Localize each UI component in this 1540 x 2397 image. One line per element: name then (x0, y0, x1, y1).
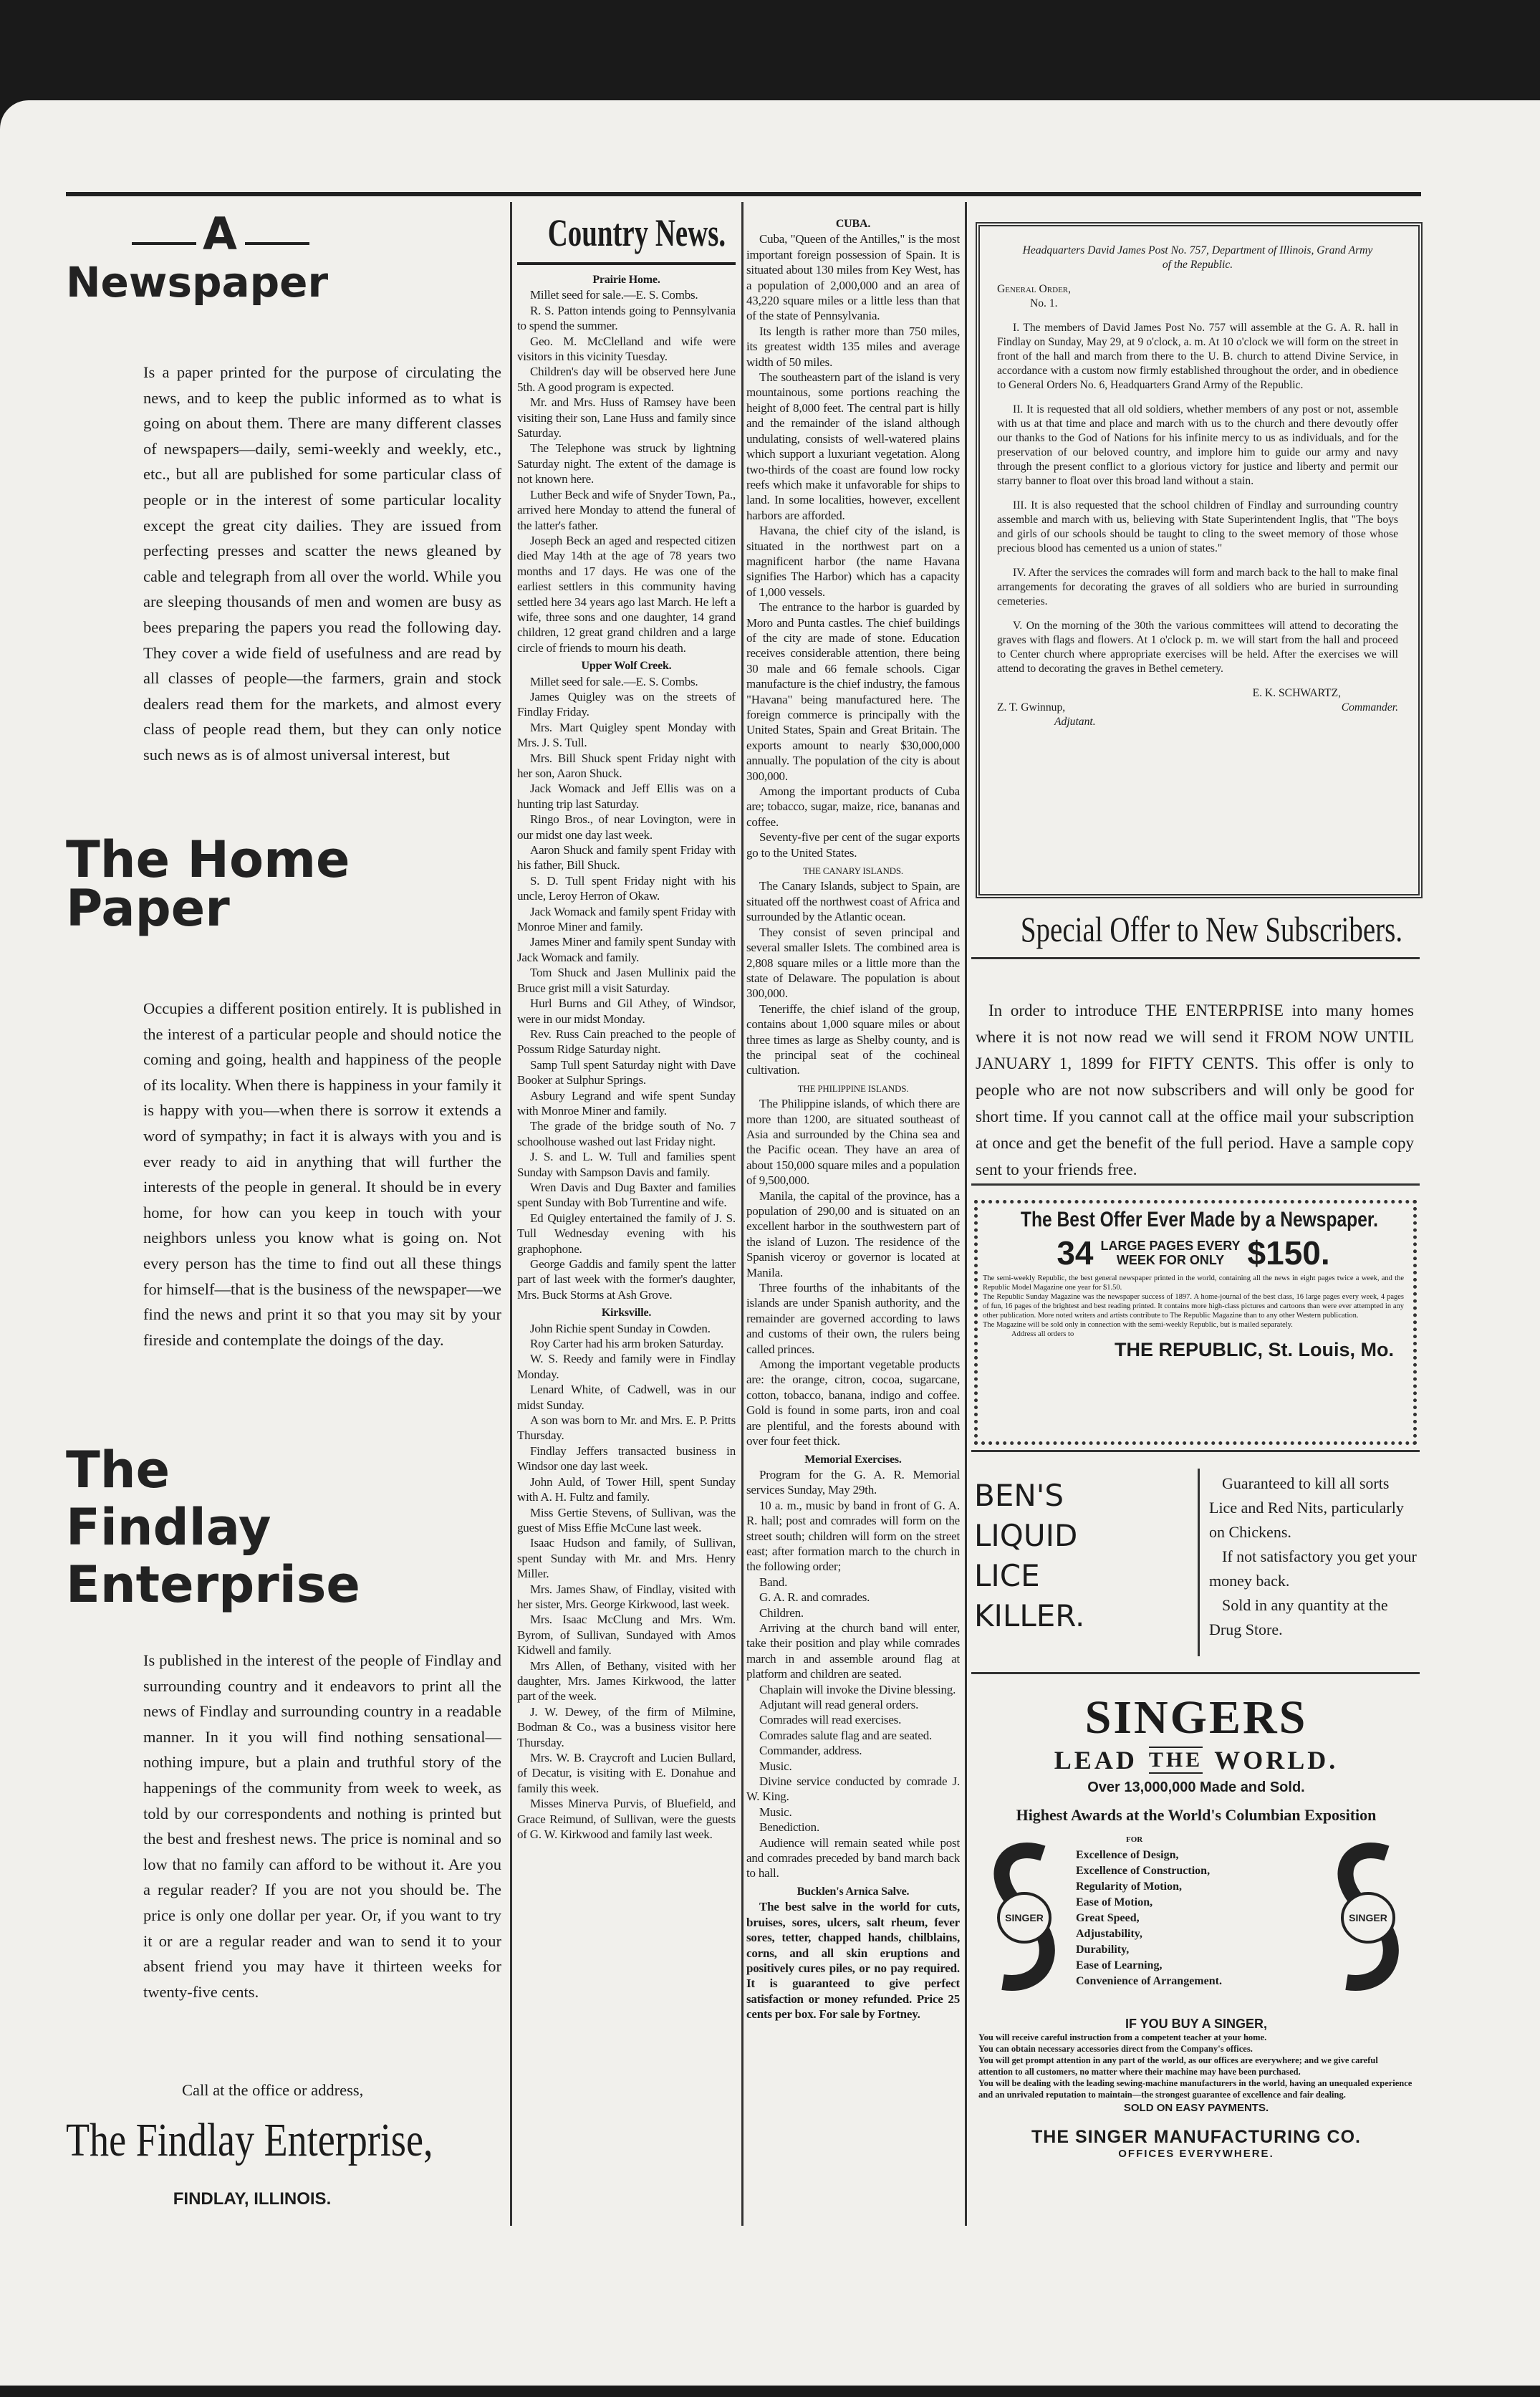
singer-logo-right-icon (1329, 1839, 1407, 1997)
republic-mid (1101, 1239, 1241, 1267)
news-item: Samp Tull spent Saturday night with Dave Booker at Sulphur Springs. (517, 1057, 736, 1087)
lice-text-paragraph: Sold in any quantity at the Drug Store. (1209, 1596, 1388, 1638)
article-paragraph: Teneriffe, the chief island of the group, contains about 1,000 square miles or about three times as large as Shelby county, and is the principal seat of the cochineal cultivation. (746, 1001, 960, 1077)
news-item: George Gaddis and family spent the latter part of last week with the former's daughter, Mrs. Buck Storms at Ash Grove. (517, 1257, 736, 1302)
news-item: J. W. Dewey, of the firm of Milmine, Bodman & Co., was a business visitor here Thursday. (517, 1704, 736, 1749)
lice-rule-bottom (971, 1672, 1420, 1674)
singer-sold: Over 13,000,000 Made and Sold. (1087, 1779, 1305, 1795)
section-kirksville: Kirksville. (601, 1307, 652, 1320)
column-3-body (746, 216, 960, 2022)
singer-if: IF YOU BUY A SINGER, (1125, 2017, 1268, 2031)
republic-small-2: The Republic Sunday Magazine was the newspaper success of 1897. A home-journal of the best class, 16 large pages every week, 4 pages of fun, 16 pages of the brightest and best reading printed. It contains more high-class pictures and cartoons than were ever attempted in any other publication. More noted writers and artists contribute to The Republic Magazine than to any other Western publication. (983, 1293, 1404, 1320)
singer-offices: OFFICES EVERYWHERE. (1118, 2148, 1274, 2160)
singer-list-item: Ease of Learning, (1076, 1959, 1163, 1971)
section-salve: Bucklen's Arnica Salve. (797, 1885, 910, 1898)
program-line: Benediction. (759, 1820, 819, 1835)
news-item: Ringo Bros., of near Lovington, were in our midst one day last week. (517, 812, 736, 842)
masthead: The Findlay Enterprise, (66, 2114, 433, 2166)
news-item: Ed Quigley entertained the family of J. S. Tull Wednesday evening with his graphophone. (517, 1211, 736, 1256)
section-canary: THE CANARY ISLANDS. (803, 865, 903, 877)
bens-liquid-lice-killer (974, 1476, 1196, 1636)
news-item: John Richie spent Sunday in Cowden. (530, 1321, 711, 1335)
news-item: S. D. Tull spent Friday night with his uncle, Leroy Herron of Okaw. (517, 873, 736, 903)
news-item: Millet seed for sale.—E. S. Combs. (530, 674, 698, 688)
article-paragraph: The Philippine islands, of which there are more than 1200, are situated southeast of Asia and surrounded by the China sea and the Pacific ocean. They have an area of about 150,000 square miles and a population of 9,500,000. (746, 1097, 960, 1188)
news-item: Tom Shuck and Jasen Mullinix paid the Bruce grist mill a visit Saturday. (517, 966, 736, 995)
news-item: Roy Carter had his arm broken Saturday. (530, 1337, 724, 1351)
republic-address-label: Address all orders to (1011, 1330, 1074, 1338)
singer-line: You will receive careful instruction from a competent teacher at your home. (978, 2032, 1267, 2042)
svg-text:SINGER: SINGER (1005, 1912, 1044, 1923)
article-paragraph: The Canary Islands, subject to Spain, are situated off the northwest coast of Africa and surrounded by the Atlantic ocean. (746, 879, 960, 924)
country-news-body (517, 272, 736, 1842)
program-line: 10 a. m., music by band in front of G. A. R. hall; post and comrades will form on the street south; children will form on the street east; after formation march to the church in the following order; (746, 1498, 960, 1574)
republic-ad (983, 1208, 1404, 1437)
program-line: Program for the G. A. R. Memorial services Sunday, May 29th. (746, 1467, 960, 1497)
news-item: John Auld, of Tower Hill, spent Sunday with A. H. Fultz and family. (517, 1474, 736, 1504)
article-paragraph: They consist of seven principal and several smaller Islets. The combined area is 2,808 square miles or a little more than the state of Delaware. The population is about 300,000. (746, 925, 960, 1001)
canary-items (746, 878, 960, 1077)
heading-a: A (203, 208, 237, 260)
news-item: Rev. Russ Cain preached to the people of Possum Ridge Saturday night. (517, 1027, 736, 1057)
singer-list (1076, 1832, 1319, 1989)
singer-list-item: Great Speed, (1076, 1912, 1140, 1924)
commander-title: Commander. (1341, 701, 1398, 714)
program-line: Comrades salute flag and are seated. (759, 1728, 933, 1742)
program-line: Comrades will read exercises. (759, 1713, 902, 1727)
column-divider-3 (965, 202, 967, 2226)
news-item: Mrs. W. B. Craycroft and Lucien Bullard, of Decatur, is visiting with E. Donahue and family this week. (517, 1751, 736, 1795)
call-line: Call at the office or address, (182, 2081, 364, 2099)
news-item: James Miner and family spent Sunday with Jack Womack and family. (517, 935, 736, 964)
republic-small-1: The semi-weekly Republic, the best general newspaper printed in the world, containing all the news in eight pages twice a week, and the Republic Model Magazine one year for $1.50. (983, 1274, 1404, 1292)
article-paragraph: Three fourths of the inhabitants of the islands are under Spanish authority, and the remainder are governed according to laws and customs of their own, the rulers being called princes. (746, 1281, 960, 1356)
news-item: James Quigley was on the streets of Findlay Friday. (517, 689, 736, 719)
news-item: Mrs. Mart Quigley spent Monday with Mrs. J. S. Tull. (517, 720, 736, 750)
order-paragraph: II. It is requested that all old soldiers, whether members of any post or not, assemble with us at that time and place and march with us to the church and there devoutly offer our thanks to the God of Nations for his infinite mercy to us as individuals, and for the preservation of our beloved country, and implore him to guide our army and navy through the present conflict to a glorious victory for justice and liberty and permit our starry banner to float over this broad land without a stain. (997, 403, 1398, 487)
order-paragraph: III. It is also requested that the school children of Findlay and surrounding country assemble and march with us, believing with State Superintendent Inglis, that "The boys and girls of our schools should be taught to cling to the sweet memory of those whose precious blood has cemented us a union of states." (997, 499, 1398, 554)
order-number: No. 1. (1030, 297, 1058, 309)
article-paragraph: Havana, the chief city of the island, is situated in the northwest part on a magnificent harbor (the name Havana signifies The Harbor) which has a capacity of 1,000 vessels. (746, 524, 960, 599)
cuba-items (746, 231, 960, 860)
news-item: W. S. Reedy and family were in Findlay Monday. (517, 1352, 736, 1381)
svg-text:SINGER: SINGER (1349, 1912, 1387, 1923)
program-line: Music. (759, 1759, 792, 1773)
memorial-items (746, 1467, 960, 1881)
news-item: Children's day will be observed here June 5th. A good program is expected. (517, 365, 736, 394)
news-item: Wren Davis and Dug Baxter and families spent Sunday with Bob Turrentine and wife. (517, 1180, 736, 1210)
article-paragraph: The best salve in the world for cuts, bruises, sores, ulcers, salt rheum, fever sores, tetter, chapped hands, chilblains, corns, and all skin eruptions and positively cures piles, or no pay required. It is guaranteed to give perfect satisfaction or money refunded. Price 25 cents per box. For sale by Fortney. (746, 1900, 960, 2022)
singer-title: SINGERS (1084, 1691, 1308, 1744)
news-item: Mrs. Bill Shuck spent Friday night with her son, Aaron Shuck. (517, 751, 736, 780)
top-rule (66, 192, 1421, 196)
adjutant-title: Adjutant. (1054, 716, 1096, 728)
program-line: Children. (759, 1605, 804, 1620)
news-item: The grade of the bridge south of No. 7 schoolhouse washed out last Friday night. (517, 1119, 736, 1148)
heading-the: The (66, 1441, 170, 1499)
special-offer-bottom-rule (971, 1183, 1420, 1186)
singer-list-item: Adjustability, (1076, 1928, 1142, 1940)
order-paragraph: I. The members of David James Post No. 757 will assemble at the G. A. R. hall in Findlay on Sunday, May 29, at 9 o'clock, a. m. At 10 o'clock we will form on the street in front of the hall and march from there to the U. B. church to attend Divine Service, in accordance with a custom now firmly established throughout the order, and in obedience to General Orders No. 6, Headquarters Grand Army of the Republic. (997, 322, 1398, 391)
singer-line: You will be dealing with the leading sewing-machine manufacturers in the world, having an unequaled experience and an unrivaled reputation to maintain—the strongest guarantee of excellence and fair dealing. (978, 2078, 1413, 2100)
special-offer-rule (971, 957, 1420, 959)
order-paragraphs (997, 321, 1398, 676)
country-news-title: Country News. (547, 211, 726, 254)
republic-small-text (983, 1274, 1404, 1339)
article-paragraph: The southeastern part of the island is very mountainous, some portions reaching the height of 8,000 feet. The central part is hilly and the remainder of the island although undulating, consists of well-watered plains which support a luxuriant vegetation. Along two-thirds of the coast are found low rocky reefs which make it unfavorable for ships to land. In some localities, however, excellent harbors are afforded. (746, 370, 960, 522)
paragraph-home-paper: Occupies a different position entirely. It is published in the interest of a particular people and should notice the coming and going, health and happiness of the people of its locality. When there is happiness in your family it is happy with you—when there is sorrow it extends a word of sympathy; in fact it is always with you and is ever ready to aid in anything that will further the interests of the people in general. It should be in every home, for how can you keep in touch with your neighbors unless you know what is going on. Not every person has the time to find out all these things for himself—that is the business of the newspaper—we find the news and print it so that you may sit by your fireside and contemplate the doings of the day. (143, 999, 501, 1349)
news-item: Mr. and Mrs. Huss of Ramsey have been visiting their son, Lane Huss and family since Saturday. (517, 395, 736, 441)
bens-line: LICE (974, 1558, 1040, 1593)
singer-line: You can obtain necessary accessories direct from the Company's offices. (978, 2044, 1253, 2054)
salve-items (746, 1899, 960, 2022)
republic-small-3: The Magazine will be sold only in connection with the semi-weekly Republic, but is mailed separately. (983, 1321, 1293, 1329)
news-item: Luther Beck and wife of Snyder Town, Pa., arrived here Monday to attend the funeral of the latter's father. (517, 487, 736, 532)
lice-text-paragraph: Guaranteed to kill all sorts Lice and Red Nits, particularly on Chickens. (1209, 1474, 1404, 1541)
lice-rule-top (971, 1450, 1420, 1452)
lice-text-paragraph: If not satisfactory you get your money back. (1209, 1547, 1417, 1590)
news-item: Jack Womack and family spent Friday with Monroe Miner and family. (517, 904, 736, 934)
program-line: Chaplain will invoke the Divine blessing. (759, 1682, 956, 1696)
heading-home-paper (66, 830, 350, 938)
program-line: Music. (759, 1805, 792, 1819)
lice-divider (1198, 1469, 1200, 1656)
singer-world: WORLD. (1214, 1746, 1339, 1774)
singer-awards-panel (976, 1829, 1417, 2008)
news-item: Lenard White, of Cadwell, was in our midst Sunday. (517, 1383, 736, 1412)
singer-list-item: Excellence of Design, (1076, 1849, 1179, 1861)
program-line: Audience will remain seated while post and comrades preceded by band march back to hall. (746, 1835, 960, 1880)
singer-list-item: Excellence of Construction, (1076, 1865, 1211, 1877)
program-line: Arriving at the church band will enter, take their position and play while comrades march in and assemble around flag at platform and children are seated. (746, 1620, 960, 1681)
heading-findlay-enterprise (66, 1441, 360, 1613)
singer-payments: SOLD ON EASY PAYMENTS. (1123, 2102, 1269, 2114)
title-rule (517, 262, 736, 265)
singer-lines (976, 2032, 1417, 2100)
news-item: Findlay Jeffers transacted business in Windsor one day last week. (517, 1444, 736, 1474)
news-item: Asbury Legrand and wife spent Sunday with Monroe Miner and family. (517, 1088, 736, 1118)
singer-ad (976, 1691, 1417, 2235)
kirksville-items (517, 1321, 736, 1843)
heading-newspaper: Newspaper (66, 258, 329, 307)
commander-name: E. K. SCHWARTZ, (1252, 687, 1341, 699)
prairie-home-items (517, 287, 736, 655)
singer-company: THE SINGER MANUFACTURING CO. (1031, 2127, 1361, 2147)
heading-enterprise: Enterprise (66, 1555, 360, 1614)
section-upper-wolf-creek: Upper Wolf Creek. (581, 660, 672, 673)
singer-logo-left-icon (986, 1839, 1063, 1997)
article-paragraph: Manila, the capital of the province, has a population of 290,00 and is situated on an excellent harbor in the southwestern part of the island of Luzon. The residence of the Spanish viceroy or governor is located at Manila. (746, 1188, 960, 1279)
program-line: Commander, address. (759, 1744, 862, 1758)
heading-a-block (66, 208, 374, 260)
singer-the: THE (1149, 1747, 1203, 1774)
heading-flourish-right (245, 242, 309, 245)
philippine-items (746, 1096, 960, 1449)
news-item: Mrs. Isaac McClung and Mrs. Wm. Byrom, of Sullivan, Sundayed with Amos Kidwell and family. (517, 1613, 736, 1658)
heading-paper: Paper (66, 879, 230, 938)
republic-address: THE REPUBLIC, St. Louis, Mo. (1115, 1339, 1394, 1360)
news-item: Isaac Hudson and family, of Sullivan, spent Sunday with Mr. and Mrs. Henry Miller. (517, 1536, 736, 1581)
lice-text-paragraphs (1209, 1471, 1417, 1642)
order-heading: Headquarters David James Post No. 757, Department of Illinois, Grand Army of the Republic. (1022, 244, 1373, 271)
singer-list-item: Ease of Motion, (1076, 1896, 1153, 1908)
column-3 (746, 213, 960, 2234)
heading-flourish-left (132, 242, 196, 245)
section-memorial: Memorial Exercises. (804, 1453, 902, 1466)
news-item: Millet seed for sale.—E. S. Combs. (530, 288, 698, 302)
article-paragraph: Among the important vegetable products are: the orange, citron, cocoa, sugarcane, cotton, tobacco, banana, indigo and coffee. Gold is found in some parts, iron and coal are plentiful, and the forests abound with over four feet thick. (746, 1358, 960, 1449)
news-item: J. S. and L. W. Tull and families spent Sunday with Sampson Davis and family. (517, 1150, 736, 1179)
paragraph-newspaper: Is a paper printed for the purpose of circulating the news, and to keep the public informed as to what is going on about them. There are many different classes of newspapers—daily, semi-weekly and weekly, etc., etc., but all are published for some particular class of people or in the interest of some particular locality except the great city dailies. They are issued from perfecting presses and scatter the news gleaned by cable and telegraph from all over the world. While you are sleeping thousands of men and women are busy as bees preparing the papers you read the following day. They cover a wide field of usefulness and are read by all classes of people—the farmers, grain and stock dealers read them for the markets, and almost every class of people read them, but they can only notice such news as is of almost universal interest, but (143, 363, 501, 764)
column-2 (517, 208, 736, 2228)
section-cuba: CUBA. (835, 218, 871, 230)
news-item: Miss Gertie Stevens, of Sullivan, was the guest of Miss Effie McCune last week. (517, 1505, 736, 1534)
singer-lead: LEAD (1054, 1746, 1137, 1774)
adjutant-name: Z. T. Gwinnup, (997, 701, 1066, 714)
program-line: Band. (759, 1575, 788, 1589)
republic-price: $150. (1247, 1234, 1330, 1272)
singer-list-item: Durability, (1076, 1944, 1130, 1956)
order-paragraph: IV. After the services the comrades will form and march back to the hall to make final arrangements for decorating the graves of all soldiers who are buried in surrounding cemeteries. (997, 567, 1398, 607)
news-item: A son was born to Mr. and Mrs. E. P. Pritts Thursday. (517, 1413, 736, 1443)
news-item: The Telephone was struck by lightning Saturday night. The extent of the damage is not known here. (517, 441, 736, 486)
bens-line: KILLER. (974, 1598, 1085, 1633)
news-item: Jack Womack and Jeff Ellis was on a hunting trip last Saturday. (517, 782, 736, 811)
republic-ad-title: The Best Offer Ever Made by a Newspaper. (1020, 1208, 1378, 1231)
program-line: G. A. R. and comrades. (759, 1590, 870, 1605)
general-order (997, 244, 1398, 881)
upper-wolf-creek-items (517, 674, 736, 1303)
special-offer-text: In order to introduce THE ENTERPRISE into many homes where it is not now read we will send it FROM NOW UNTIL JANUARY 1, 1899 for FIFTY CENTS. This offer is only to people who are not now subscribers and will only be good for short time. If you cannot call at the office mail your subscription at once and get the benefit of the full period. Have a sample copy sent to your friends free. (976, 1001, 1414, 1178)
singer-list-item: Convenience of Arrangement. (1076, 1975, 1222, 1987)
republic-mid-2: WEEK FOR ONLY (1116, 1253, 1225, 1267)
news-item: Mrs Allen, of Bethany, visited with her daughter, Mrs. James Kirkwood, the latter part of the week. (517, 1658, 736, 1704)
singer-awards: Highest Awards at the World's Columbian Exposition (1016, 1806, 1377, 1824)
article-paragraph: Seventy-five per cent of the sugar exports go to the United States. (746, 830, 960, 860)
location: FINDLAY, ILLINOIS. (173, 2189, 332, 2209)
singer-lead-the-world (976, 1745, 1417, 1775)
heading-home: The Home (66, 830, 350, 889)
section-philippines: THE PHILIPPINE ISLANDS. (797, 1082, 909, 1094)
singer-list-items (1076, 1848, 1319, 1989)
article-paragraph: Cuba, "Queen of the Antilles," is the most important foreign possession of Spain. It is situated about 130 miles from Key West, has a population of 2,000,000 and an area of 43,220 square miles or a little less than that of the state of Pennsylvania. (746, 232, 960, 323)
news-item: Geo. M. McClelland and wife were visitors in this vicinity Tuesday. (517, 334, 736, 364)
news-item: Misses Minerva Purvis, of Bluefield, and Grace Reimund, of Sullivan, were the guests of G. W. Kirkwood and family last week. (517, 1797, 736, 1842)
order-paragraph: V. On the morning of the 30th the various committees will attend to decorating the graves with flags and flowers. At 1 o'clock p. m. we will start from the hall and proceed to Center church where appropriate exercises will be held. After the exercises we will attend to decorating the graves in Bethel cemetery. (997, 620, 1398, 675)
news-item: R. S. Patton intends going to Pennsylvania to spend the summer. (517, 303, 736, 333)
section-prairie-home: Prairie Home. (592, 274, 660, 286)
news-item: Joseph Beck an aged and respected citizen died May 14th at the age of 78 years two months and 17 days. He was one of the earliest settlers in this community having settled here 34 years ago last March. He left a wife, three sons and one daughter, 14 grand children, 12 great grand children and a large circle of friends to mourn his death. (517, 533, 736, 655)
paragraph-findlay-enterprise: Is published in the interest of the people of Findlay and surrounding country and it endeavors to print all the news of Findlay and surrounding country in a readable manner. In it you will find nothing sensational—nothing impure, but a plain and truthful story of the happenings of the community from week to week, as told by our correspondents and nothing is printed but the best and freshest news. The price is nominal and so low that no family can afford to be without it. Are you a regular reader? If you are not you should be. The price is only one dollar per year. Or, if you want to try it or are a regular reader and wan to send it to your absent friend you may have it thirteen weeks for twenty-five cents. (143, 1651, 501, 2001)
heading-findlay: Findlay (66, 1498, 271, 1557)
news-item: Aaron Shuck and family spent Friday with his father, Bill Shuck. (517, 843, 736, 873)
bens-line: LIQUID (974, 1518, 1078, 1553)
news-item: Mrs. James Shaw, of Findlay, visited with her sister, Mrs. George Kirkwood, last week. (517, 1582, 736, 1611)
lice-text (1209, 1471, 1417, 1642)
singer-line: You will get prompt attention in any part of the world, as our offices are everywhere; and we give careful attention to all customers, no matter where their machine may have been purchased. (978, 2055, 1378, 2077)
singer-list-item: Regularity of Motion, (1076, 1880, 1182, 1893)
program-line: Divine service conducted by comrade J. W. King. (746, 1774, 960, 1804)
special-offer-title: Special Offer to New Subscribers. (1020, 909, 1403, 949)
article-paragraph: Its length is rather more than 750 miles, its greatest width 135 miles and average width of 50 miles. (746, 324, 960, 369)
republic-mid-1: LARGE PAGES EVERY (1100, 1239, 1241, 1253)
program-line: Adjutant will read general orders. (759, 1698, 919, 1711)
singer-for: FOR (1126, 1835, 1143, 1844)
article-paragraph: The entrance to the harbor is guarded by Moro and Punta castles. The chief buildings of the city are made of stone. Education receives considerable attention, there being 30 male and 66 female schools. Cigar manufacture is the chief industry, the famous "Havana" being manufactured here. The foreign commerce is principally with the United States, Spain and Great Britain. The exports amount to nearly $30,000,000 annually. The population of the city is about 300,000. (746, 600, 960, 783)
order-label: General Order, (997, 283, 1072, 295)
column-divider-2 (741, 202, 743, 2226)
column-divider-1 (510, 202, 512, 2226)
bens-lines (974, 1476, 1196, 1636)
news-item: Hurl Burns and Gil Athey, of Windsor, were in our midst Monday. (517, 996, 736, 1026)
article-paragraph: Among the important products of Cuba are; tobacco, sugar, maize, rice, bananas and coffee. (746, 784, 960, 829)
column-1 (66, 208, 503, 2228)
republic-pages: 34 (1057, 1234, 1094, 1272)
bens-line: BEN'S (974, 1478, 1064, 1513)
